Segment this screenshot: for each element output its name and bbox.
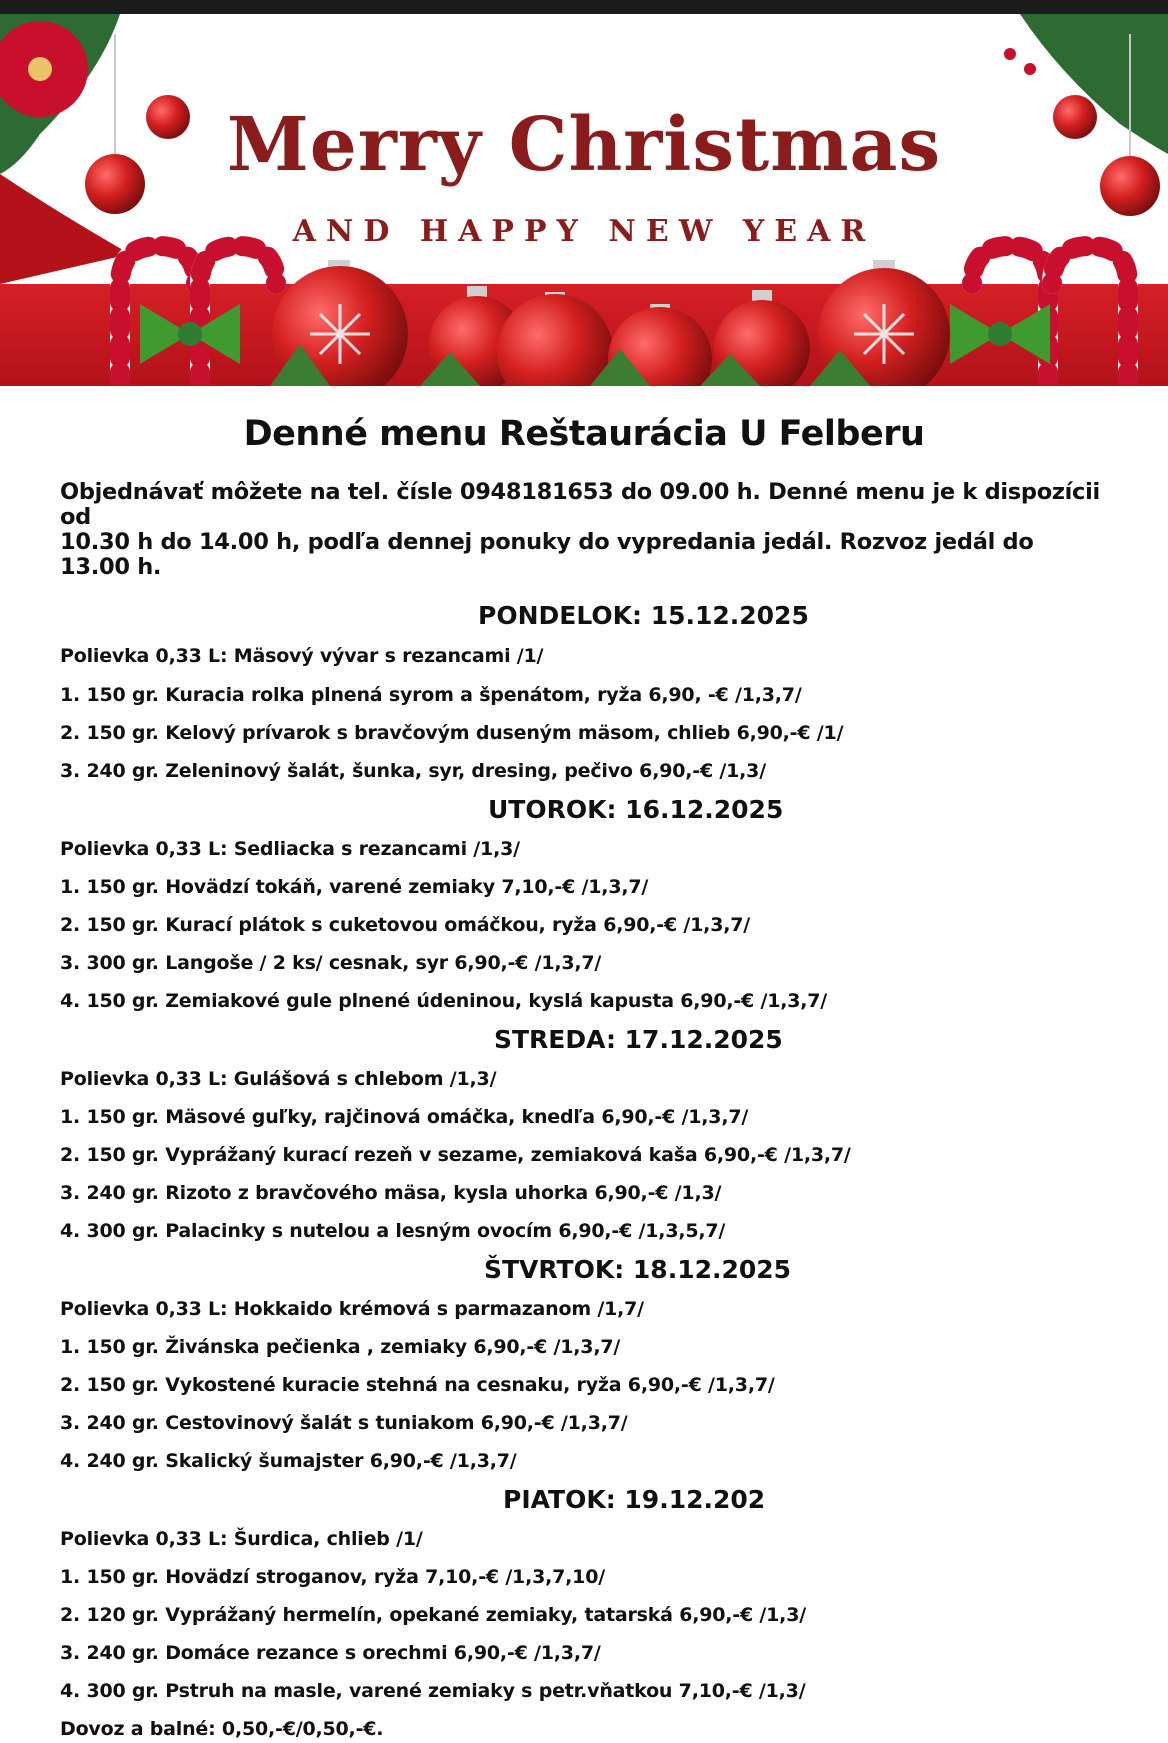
day-heading: ŠTVRTOK: 18.12.2025 [484,1255,792,1284]
menu-item: 1. 150 gr. Hovädzí tokáň, varené zemiaky 7,10,-€ /1,3,7/ [60,876,649,898]
christmas-banner [0,14,1168,386]
menu-content [0,414,1168,1743]
menu-title: Denné menu Reštaurácia U Felberu [243,414,925,454]
menu-item: 2. 150 gr. Vykostené kuracie stehná na cesnaku, ryža 6,90,-€ /1,3,7/ [60,1374,775,1396]
banner-subtitle: AND HAPPY NEW YEAR [292,214,876,249]
intro-line-1: Objednávať môžete na tel. čísle 0948181653 do 09.00 h. Denné menu je k dispozícii od [60,479,1100,530]
day-section-monday [0,596,1168,790]
soup-item: Polievka 0,33 L: Gulášová s chlebom /1,3/ [60,1068,497,1090]
menu-item: 3. 240 gr. Zeleninový šalát, šunka, syr, dresing, pečivo 6,90,-€ /1,3/ [60,760,766,782]
menu-item: 2. 150 gr. Vyprážaný kurací rezeň v sezame, zemiaková kaša 6,90,-€ /1,3,7/ [60,1144,851,1166]
intro-line-2: 10.30 h do 14.00 h, podľa dennej ponuky do vypredania jedál. Rozvoz jedál do 13.00 h. [60,529,1034,580]
day-heading: UTOROK: 16.12.2025 [488,795,784,824]
menu-item: 2. 150 gr. Kelový prívarok s bravčovým duseným mäsom, chlieb 6,90,-€ /1/ [60,722,844,744]
day-heading: PONDELOK: 15.12.2025 [478,601,809,630]
menu-item: 4. 300 gr. Pstruh na masle, varené zemiaky s petr.vňatkou 7,10,-€ /1,3/ [60,1680,806,1702]
banner-title: Merry Christmas [226,102,942,188]
menu-item: 4. 240 gr. Skalický šumajster 6,90,-€ /1,3,7/ [60,1450,517,1472]
menu-item: 1. 150 gr. Kuracia rolka plnená syrom a špenátom, ryža 6,90, -€ /1,3,7/ [60,684,802,706]
menu-page [0,14,1168,1743]
delivery-fee-note: Dovoz a balné: 0,50,-€/0,50,-€. [60,1718,384,1740]
banner-illustration [0,14,1168,386]
menu-item: 1. 150 gr. Mäsové guľky, rajčinová omáčka, knedľa 6,90,-€ /1,3,7/ [60,1106,749,1128]
menu-item: 1. 150 gr. Hovädzí stroganov, ryža 7,10,-€ /1,3,7,10/ [60,1566,605,1588]
day-section-friday [0,1480,1168,1710]
menu-item: 1. 150 gr. Živánska pečienka , zemiaky 6,90,-€ /1,3,7/ [60,1336,621,1358]
day-section-tuesday [0,790,1168,1020]
menu-item: 4. 300 gr. Palacinky s nutelou a lesným ovocím 6,90,-€ /1,3,5,7/ [60,1220,726,1242]
menu-item: 4. 150 gr. Zemiakové gule plnené údeninou, kyslá kapusta 6,90,-€ /1,3,7/ [60,990,828,1012]
menu-item: 2. 120 gr. Vyprážaný hermelín, opekané zemiaky, tatarská 6,90,-€ /1,3/ [60,1604,806,1626]
day-heading: STREDA: 17.12.2025 [494,1025,783,1054]
menu-item: 3. 240 gr. Cestovinový šalát s tuniakom 6,90,-€ /1,3,7/ [60,1412,628,1434]
menu-item: 3. 240 gr. Rizoto z bravčového mäsa, kysla uhorka 6,90,-€ /1,3/ [60,1182,722,1204]
soup-item: Polievka 0,33 L: Sedliacka s rezancami /1,3/ [60,838,520,860]
menu-item: 3. 240 gr. Domáce rezance s orechmi 6,90,-€ /1,3,7/ [60,1642,601,1664]
menu-item: 2. 150 gr. Kurací plátok s cuketovou omáčkou, ryža 6,90,-€ /1,3,7/ [60,914,750,936]
soup-item: Polievka 0,33 L: Mäsový vývar s rezancami /1/ [60,645,544,667]
menu-item: 3. 300 gr. Langoše / 2 ks/ cesnak, syr 6,90,-€ /1,3,7/ [60,952,602,974]
day-section-thursday [0,1250,1168,1480]
soup-item: Polievka 0,33 L: Hokkaido krémová s parmazanom /1,7/ [60,1298,644,1320]
soup-item: Polievka 0,33 L: Šurdica, chlieb /1/ [60,1528,423,1550]
top-bar [0,0,1168,14]
intro-text [60,480,1108,580]
day-section-wednesday [0,1020,1168,1250]
day-heading: PIATOK: 19.12.202 [503,1485,766,1514]
